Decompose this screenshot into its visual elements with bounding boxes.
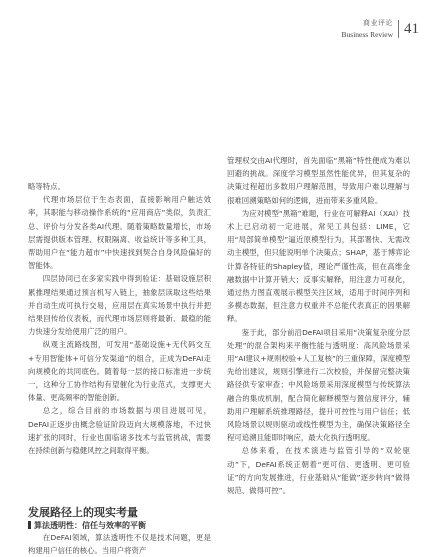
paragraph: 为应对模型“黑箱”难题，行业在可解释AI（XAI）技术上已启动初一定进展，常见工具包括：LIME，它用“局部简单模型”逼近原模型行为，其部署快、无需改动主模型，但只能说明单个决策点；SHAP，基于博弈论计算各特征的Shapley值，理论严谨性高，但在高维金融数据中计算开销大；反事实解释，用注意力可视化，通过热力图直观展示模型关注区域，适用于时间序列和多模态数据，但注意力权重并不总能代表真正的因果解释。: [227, 208, 410, 324]
section-heading: 发展路径上的现实考量: [28, 506, 138, 519]
magazine-title: [342, 18, 393, 40]
section-body: [28, 531, 211, 557]
paragraph: 四层协同已在多家实践中得到验证：基础设施层积累推理结果通过预言机写入链上，抽象层读取这些结果并自动生成可执行交易，应用层在真实场景中执行并把结果回传给仪表板，而代理市场层则将最新、最稳的能力快速分发给使用广泛的用户。: [28, 274, 211, 337]
left-column: [28, 180, 211, 457]
masthead: [342, 18, 419, 40]
right-column: [227, 154, 410, 497]
paragraph: 略等特点。: [28, 182, 65, 191]
paragraph: 管理权交由AI代理时，首先面临“黑箱”特性便成为难以回避的挑战。深度学习模型虽然性能优异，但其复杂的决策过程超出多数用户理解范围，导致用户难以理解与很难回溯策略如何的逻辑，进而带来多重风险。: [227, 156, 410, 205]
paragraph: 代理市场层位于生态表面，直接影响用户触达效率，其职能与移动操作系统的“应用商店”类似，负责汇总、评价与分发各类AI代理。随着策略数量增长，市场层需提供版本管理、权限隔离、收益统计等多种工具，帮助用户在“能力超市”中快速找到契合自身风险偏好的智能体。: [28, 195, 211, 271]
magazine-title-cn: 商业评论: [363, 19, 393, 27]
page-number: 41: [404, 21, 419, 37]
magazine-title-en: Business Review: [341, 30, 393, 39]
masthead-divider: [398, 20, 399, 38]
paragraph: 纵观主流路线图，可发用“基础设施+无代码交互+专用智能体+可信分发渠道”的组合，正成为DeFAI走向规模化的共同底色。随着每一层的接口标准进一步统一，这种分工协作结构有望催化为行业范式，支撑更大体量、更高频率的智能创新。: [28, 340, 211, 403]
paragraph: 总之，综合目前的市场数据与项目进展可见，DeFAI正逐步由概念验证阶段迈向大规模落地，不过快速扩张的同时，行业也面临诸多技术与监管挑战，需要在持续创新与稳健风控之间取得平衡。: [28, 406, 211, 456]
paragraph: 鉴于此，部分前沿DeFAI项目采用“决策复杂度分层处理”的混合架构来平衡性能与透明度：高风险场景采用“AI建议+规则校验+人工复核”的三重保障，深度模型先给出建议，规则引擎进行二次校验，并保留完整决策路径供专家审查；中风险场景采用深度模型与传统算法融合的集成机制，配合简化解释模型与置信度评分，辅助用户理解系统推理路径，提升可控性与用户信任；低风险场景以规则驱动或线性模型为主，确保决策路径全程可追溯且能即时响应，最大化执行透明度。: [227, 327, 410, 443]
subheading-text: 算法透明性：信任与效率的平衡: [34, 521, 146, 530]
section-subheading: [28, 520, 146, 531]
subheading-marker: [28, 521, 31, 529]
paragraph: 在DeFAI领域，算法透明性不仅是技术问题，更是构建用户信任的核心。当用户将资产: [28, 533, 211, 556]
paragraph: 总体来看，在技术演进与监管引导的“双轮驱动”下，DeFAI系统正朝着“更可信、更透明、更可验证”的方向发展推进，行业基础从“能做”逐步转向“做得规范、做得可控”。: [227, 446, 410, 496]
